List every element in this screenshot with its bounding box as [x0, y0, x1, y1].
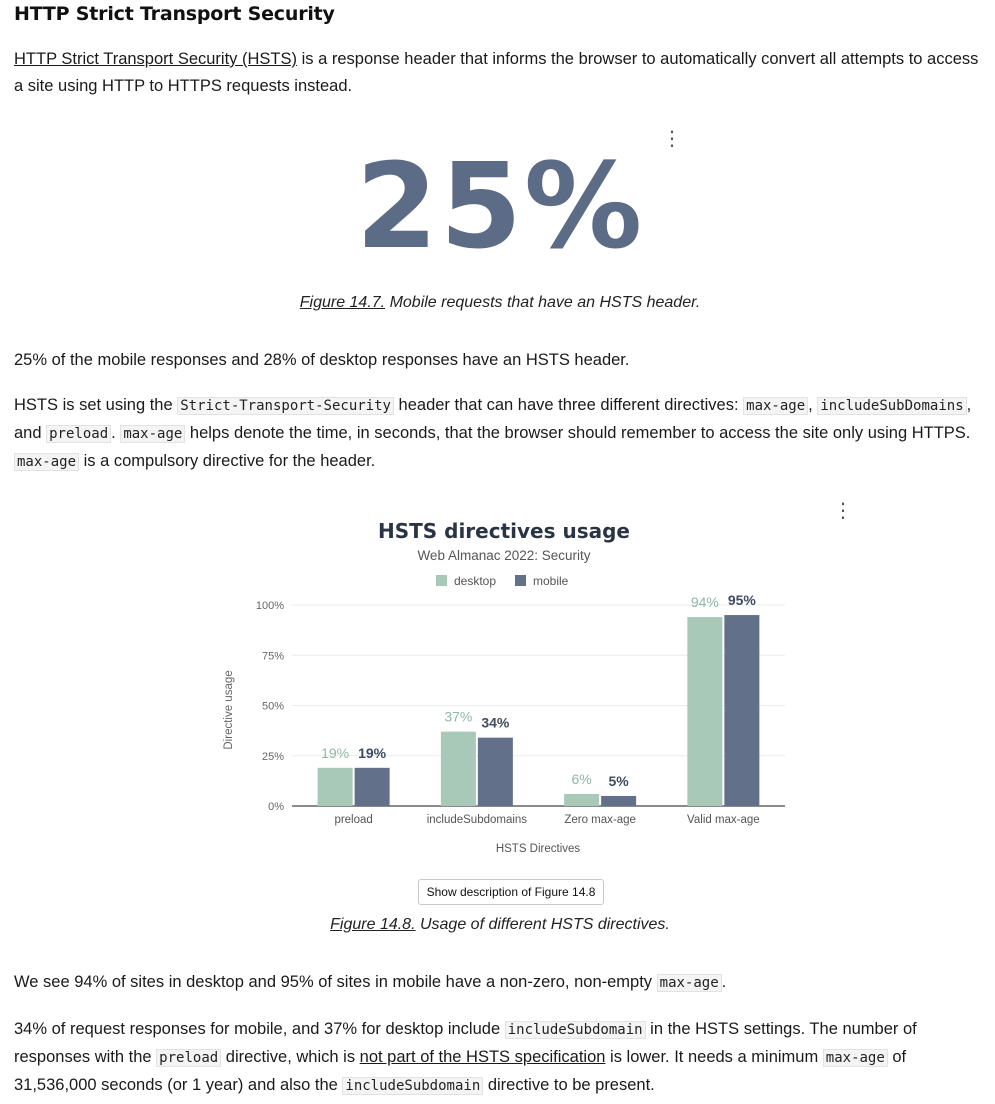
- figure-14-7-caption: Figure 14.7. Mobile requests that have an HSTS header.: [299, 294, 701, 311]
- show-description-button[interactable]: Show description of Figure 14.8: [418, 879, 604, 905]
- figure-14-8-link[interactable]: Figure 14.8.: [330, 916, 416, 933]
- code-snippet: max-age: [120, 425, 185, 443]
- figure-14-7-link[interactable]: Figure 14.7.: [299, 294, 386, 311]
- legend-swatch: [515, 575, 526, 586]
- y-tick-label: 100%: [255, 600, 284, 612]
- x-tick-label: Valid max-age: [687, 814, 760, 826]
- code-snippet: includeSubdomain: [505, 1021, 646, 1039]
- bar-desktop: [564, 794, 599, 806]
- bar-desktop: [687, 617, 722, 806]
- data-label: 19%: [358, 744, 387, 761]
- bar-mobile: [355, 768, 390, 806]
- chart-menu-icon[interactable]: ⋮: [833, 498, 853, 522]
- legend-label: mobile: [533, 574, 569, 588]
- x-tick-label: preload: [334, 814, 373, 826]
- paragraph-include-subdomain: 34% of request responses for mobile, and 37% for desktop include includeSubdomain in the HSTS settings. The number of responses with the preload directive, which is not part of the HSTS specification is lower. It needs a minimum max-age of 31,536,000 seconds (or 1 year) and also the includeSubdomain directive to be present.: [14, 1020, 917, 1094]
- data-label: 19%: [321, 744, 350, 761]
- x-axis-label: HSTS Directives: [495, 843, 581, 855]
- section-title: HTTP Strict Transport Security: [14, 3, 335, 25]
- code-snippet: Strict-Transport-Security: [177, 397, 394, 415]
- figure-menu-icon[interactable]: ⋮: [662, 126, 682, 150]
- bar-mobile: [601, 796, 636, 806]
- hsts-spec-link[interactable]: not part of the HSTS specification: [359, 1048, 606, 1066]
- chart-title: HSTS directives usage: [377, 519, 631, 543]
- hsts-directives-chart: [0, 505, 995, 865]
- y-tick-label: 0%: [268, 801, 284, 813]
- legend-swatch: [436, 575, 447, 586]
- paragraph-hsts-directives: HSTS is set using the Strict-Transport-Security header that can have three different directives: max-age , includeSubDomains , and preload . max-age helps denote the time, in seconds, that the browser should remember to access the site only using HTTPS. max-age is a compulsory directive for the header.: [14, 396, 972, 470]
- y-tick-label: 25%: [261, 750, 284, 763]
- data-label: 37%: [444, 708, 473, 725]
- data-label: 6%: [571, 770, 592, 787]
- bar-mobile: [724, 615, 759, 806]
- code-snippet: includeSubDomains: [817, 397, 966, 415]
- intro-paragraph: HTTP Strict Transport Security (HSTS) is a response header that informs the browser to automatically convert all attempts to access a site using HTTP to HTTPS requests instead.: [14, 50, 979, 95]
- data-label: 5%: [608, 772, 629, 789]
- bar-desktop: [441, 732, 476, 806]
- y-axis-label: Directive usage: [223, 670, 235, 750]
- data-label: 95%: [727, 592, 756, 609]
- chart-legend: [436, 574, 569, 588]
- code-snippet: max-age: [657, 974, 722, 992]
- hsts-link[interactable]: HTTP Strict Transport Security (HSTS): [14, 50, 297, 68]
- code-snippet: max-age: [823, 1049, 888, 1067]
- code-snippet: preload: [156, 1049, 221, 1067]
- code-snippet: max-age: [743, 397, 808, 415]
- figure-14-8-caption: Figure 14.8. Usage of different HSTS directives.: [330, 916, 670, 933]
- paragraph-hsts-share: 25% of the mobile responses and 28% of desktop responses have an HSTS header.: [14, 351, 630, 369]
- chart-bars: [318, 615, 760, 806]
- data-label: 94%: [690, 594, 719, 611]
- paragraph-max-age: We see 94% of sites in desktop and 95% of sites in mobile have a non-zero, non-empty max-age .: [14, 973, 727, 991]
- code-snippet: includeSubdomain: [342, 1077, 483, 1095]
- bar-desktop: [318, 768, 353, 806]
- legend-label: desktop: [454, 574, 497, 588]
- data-label: 34%: [481, 714, 510, 731]
- x-tick-label: Zero max-age: [564, 814, 636, 826]
- y-tick-label: 75%: [261, 650, 284, 663]
- y-tick-label: 50%: [261, 700, 284, 713]
- code-snippet: preload: [46, 425, 111, 443]
- code-snippet: max-age: [14, 453, 79, 471]
- x-tick-label: includeSubdomains: [426, 814, 528, 826]
- chart-subtitle: Web Almanac 2022: Security: [417, 548, 591, 563]
- bar-mobile: [478, 738, 513, 806]
- big-number: 25%: [355, 137, 645, 275]
